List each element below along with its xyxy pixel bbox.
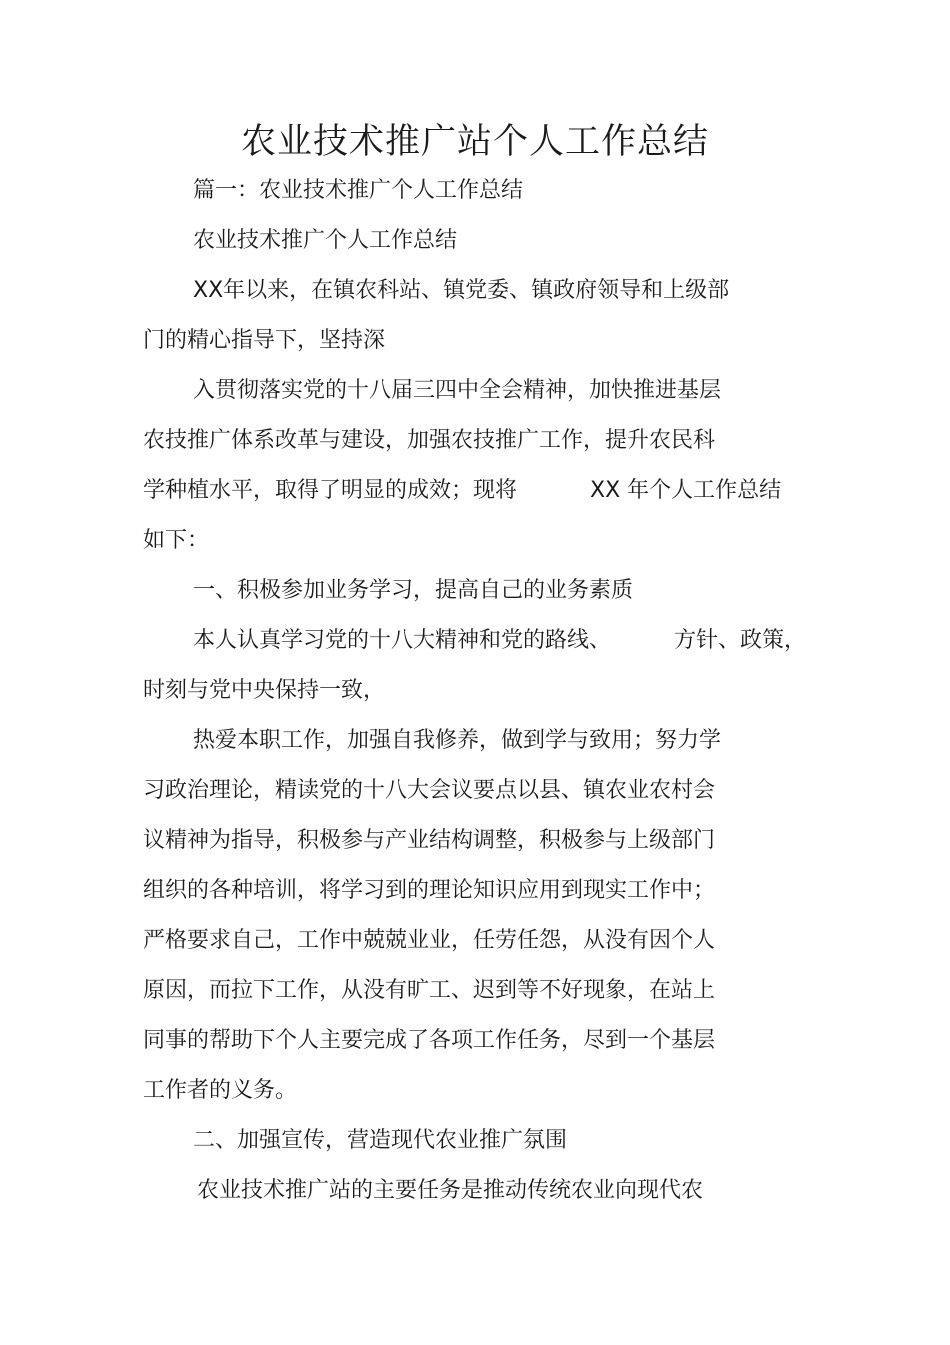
paragraph-line: 农业技术推广站的主要任务是推动传统农业向现代农 [197, 1178, 704, 1203]
paragraph-line: 门的精心指导下，坚持深 [143, 328, 386, 353]
subheading: 农业技术推广个人工作总结 [193, 228, 458, 253]
section-heading-1: 一、积极参加业务学习，提高自己的业务素质 [193, 578, 634, 603]
document-title: 农业技术推广站个人工作总结 [240, 122, 709, 162]
paragraph-line: 时刻与党中央保持一致， [143, 678, 386, 703]
paragraph-line: 学种植水平，取得了明显的成效；现将 [143, 478, 518, 503]
paragraph-line: 本人认真学习党的十八大精神和党的路线、 [193, 628, 612, 653]
section-heading-chapter-1: 篇一：农业技术推广个人工作总结 [193, 178, 524, 203]
paragraph-line: 原因，而拉下工作，从没有旷工、迟到等不好现象，在站上 [143, 978, 716, 1003]
paragraph-line: 如下： [143, 528, 210, 553]
paragraph-line: 入贯彻落实党的十八届三四中全会精神，加快推进基层 [193, 378, 722, 403]
paragraph-line: 农技推广体系改革与建设，加强农技推广工作，提升农民科 [143, 428, 716, 453]
paragraph-line: XX 年个人工作总结 [590, 478, 782, 503]
paragraph-line: XX年以来，在镇农科站、镇党委、镇政府领导和上级部 [193, 278, 730, 303]
paragraph-line: 工作者的义务。 [143, 1078, 298, 1103]
paragraph-line: 议精神为指导，积极参与产业结构调整，积极参与上级部门 [143, 828, 716, 853]
paragraph-line: 热爱本职工作，加强自我修养，做到学与致用；努力学 [193, 728, 722, 753]
paragraph-line: 同事的帮助下个人主要完成了各项工作任务，尽到一个基层 [143, 1028, 716, 1053]
paragraph-line: 严格要求自己，工作中兢兢业业，任劳任怨，从没有因个人 [143, 928, 716, 953]
paragraph-line: 习政治理论，精读党的十八大会议要点以县、镇农业农村会 [143, 778, 716, 803]
paragraph-line: 方针、政策， [674, 628, 807, 653]
paragraph-line: 组织的各种培训，将学习到的理论知识应用到现实工作中； [143, 878, 716, 903]
section-heading-2: 二、加强宣传，营造现代农业推广氛围 [193, 1128, 568, 1153]
